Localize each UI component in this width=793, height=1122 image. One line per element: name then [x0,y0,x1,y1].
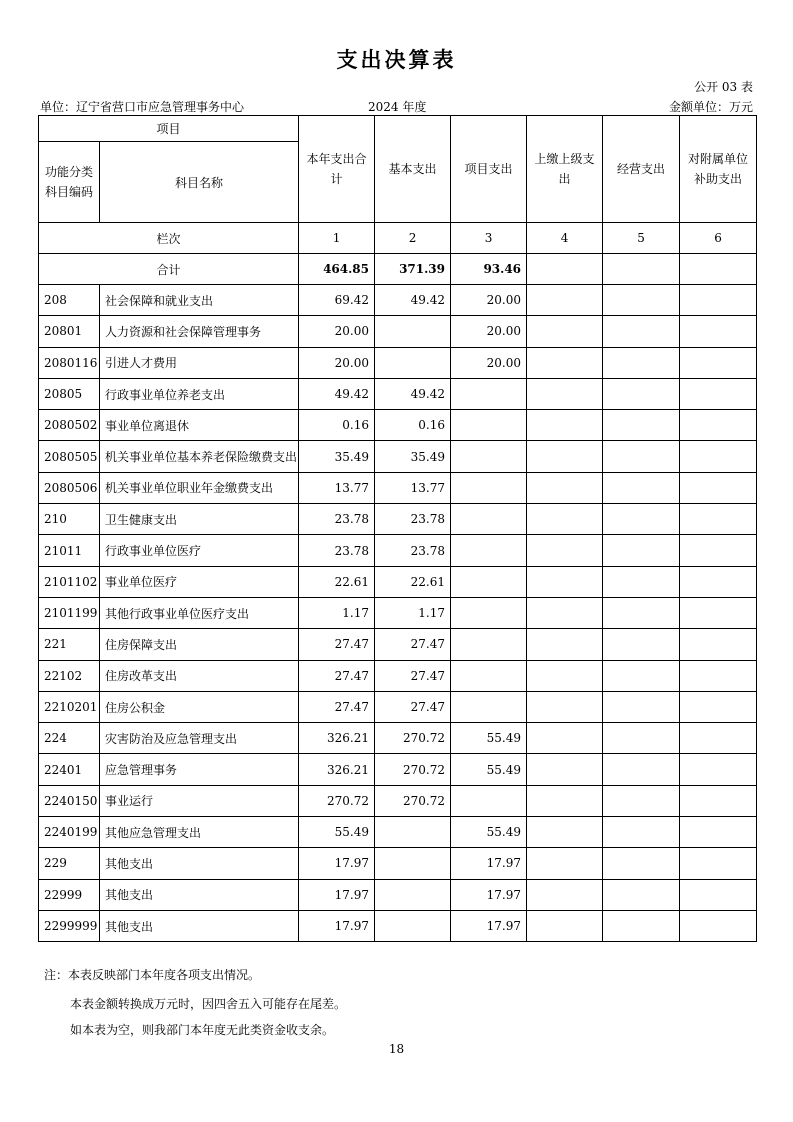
unit-label: 单位：辽宁省营口市应急管理事务中心 [40,100,245,114]
row-name: 其他支出 [100,910,299,941]
row-col1: 13.77 [299,472,375,503]
row-col5 [603,378,680,409]
row-col4 [527,691,603,722]
row-col6 [680,285,757,316]
row-col3: 17.97 [451,848,527,879]
row-name: 住房改革支出 [100,660,299,691]
total-label: 合计 [39,254,299,285]
row-col1: 23.78 [299,504,375,535]
total-col6 [680,254,757,285]
row-col3 [451,785,527,816]
row-col3 [451,378,527,409]
row-col4 [527,410,603,441]
row-code: 2080505 [39,441,100,472]
table-row [39,378,757,409]
row-col3 [451,566,527,597]
row-col5 [603,535,680,566]
row-col5 [603,410,680,441]
row-col1: 0.16 [299,410,375,441]
row-col3: 17.97 [451,910,527,941]
row-code: 21011 [39,535,100,566]
note-2: 本表金额转换成万元时，因四舍五入可能存在尾差。 [70,997,347,1011]
note-3: 如本表为空，则我部门本年度无此类资金收支余。 [70,1023,335,1037]
row-col4 [527,629,603,660]
row-col4 [527,472,603,503]
row-col2: 27.47 [375,691,451,722]
row-col1: 20.00 [299,316,375,347]
total-col5 [603,254,680,285]
col-index-2: 2 [375,223,451,254]
row-col5 [603,472,680,503]
row-col5 [603,316,680,347]
row-col5 [603,566,680,597]
row-col3 [451,410,527,441]
table-row [39,879,757,910]
table-row [39,691,757,722]
row-col5 [603,691,680,722]
row-col3 [451,472,527,503]
row-col2: 27.47 [375,660,451,691]
row-col4 [527,378,603,409]
header-col6: 对附属单位补助支出 [680,116,757,223]
table-row [39,817,757,848]
row-name: 行政事业单位医疗 [100,535,299,566]
row-col5 [603,817,680,848]
row-name: 其他应急管理支出 [100,817,299,848]
row-col1: 22.61 [299,566,375,597]
row-col4 [527,285,603,316]
row-col3: 20.00 [451,316,527,347]
row-name: 机关事业单位基本养老保险缴费支出 [100,441,299,472]
row-name: 应急管理事务 [100,754,299,785]
row-col6 [680,535,757,566]
row-col1: 27.47 [299,629,375,660]
table-row [39,660,757,691]
row-code: 2240150 [39,785,100,816]
col-index-6: 6 [680,223,757,254]
row-col4 [527,848,603,879]
row-col1: 17.97 [299,848,375,879]
amount-unit-label: 金额单位：万元 [668,100,753,114]
row-col2: 270.72 [375,723,451,754]
table-row [39,566,757,597]
row-col6 [680,848,757,879]
row-col1: 55.49 [299,817,375,848]
row-code: 22401 [39,754,100,785]
row-col4 [527,754,603,785]
row-col1: 270.72 [299,785,375,816]
row-col6 [680,691,757,722]
row-col5 [603,441,680,472]
row-col5 [603,723,680,754]
page-number: 18 [388,1042,405,1056]
row-col5 [603,785,680,816]
row-name: 人力资源和社会保障管理事务 [100,316,299,347]
row-col2: 23.78 [375,535,451,566]
row-name: 事业单位医疗 [100,566,299,597]
table-row [39,910,757,941]
table-row [39,535,757,566]
row-col2: 270.72 [375,754,451,785]
row-col3 [451,629,527,660]
row-col1: 17.97 [299,879,375,910]
row-col1: 23.78 [299,535,375,566]
row-name: 住房公积金 [100,691,299,722]
row-col6 [680,879,757,910]
row-code: 20801 [39,316,100,347]
row-col3: 17.97 [451,879,527,910]
row-name: 行政事业单位养老支出 [100,378,299,409]
row-code: 2299999 [39,910,100,941]
row-col5 [603,347,680,378]
row-col4 [527,910,603,941]
row-col6 [680,347,757,378]
table-row [39,441,757,472]
row-col6 [680,785,757,816]
row-col4 [527,504,603,535]
header-col5: 经营支出 [603,116,680,223]
row-col2 [375,879,451,910]
row-col5 [603,504,680,535]
row-col1: 49.42 [299,378,375,409]
row-col2: 49.42 [375,285,451,316]
total-col4 [527,254,603,285]
row-name: 事业单位离退休 [100,410,299,441]
row-code: 2080116 [39,347,100,378]
row-col2: 13.77 [375,472,451,503]
row-col5 [603,285,680,316]
row-col5 [603,848,680,879]
row-col1: 27.47 [299,691,375,722]
table-row [39,597,757,628]
row-col3: 55.49 [451,754,527,785]
row-code: 224 [39,723,100,754]
total-col1: 464.85 [299,254,375,285]
row-col3 [451,597,527,628]
row-col5 [603,754,680,785]
row-col1: 326.21 [299,723,375,754]
row-col2: 23.78 [375,504,451,535]
page-title: 支出决算表 [336,48,457,72]
row-col4 [527,566,603,597]
row-col4 [527,785,603,816]
row-col1: 326.21 [299,754,375,785]
table-row [39,723,757,754]
row-col4 [527,347,603,378]
row-code: 2101199 [39,597,100,628]
row-name: 社会保障和就业支出 [100,285,299,316]
row-code: 210 [39,504,100,535]
row-col6 [680,597,757,628]
row-col5 [603,660,680,691]
row-col2 [375,910,451,941]
row-col6 [680,472,757,503]
header-col2: 基本支出 [375,116,451,223]
row-col2: 1.17 [375,597,451,628]
row-col6 [680,316,757,347]
row-name: 引进人才费用 [100,347,299,378]
row-col4 [527,723,603,754]
row-col2: 49.42 [375,378,451,409]
row-col2: 27.47 [375,629,451,660]
header-subject-name: 科目名称 [100,142,299,223]
row-col1: 69.42 [299,285,375,316]
row-col1: 35.49 [299,441,375,472]
expenditure-table [38,115,757,942]
row-name: 住房保障支出 [100,629,299,660]
row-col3 [451,441,527,472]
row-code: 2240199 [39,817,100,848]
row-col1: 20.00 [299,347,375,378]
row-code: 2101102 [39,566,100,597]
table-row [39,754,757,785]
row-col6 [680,660,757,691]
row-col4 [527,879,603,910]
row-col6 [680,754,757,785]
row-col6 [680,566,757,597]
row-col3: 55.49 [451,723,527,754]
row-name: 灾害防治及应急管理支出 [100,723,299,754]
row-col3 [451,691,527,722]
row-col1: 1.17 [299,597,375,628]
total-col2: 371.39 [375,254,451,285]
table-row [39,848,757,879]
row-col6 [680,378,757,409]
row-col2 [375,316,451,347]
row-name: 其他支出 [100,879,299,910]
row-col4 [527,535,603,566]
row-col4 [527,597,603,628]
row-col6 [680,629,757,660]
table-row [39,316,757,347]
header-item: 项目 [39,116,299,142]
row-code: 229 [39,848,100,879]
table-row [39,629,757,660]
row-name: 其他行政事业单位医疗支出 [100,597,299,628]
row-col6 [680,441,757,472]
row-col2: 0.16 [375,410,451,441]
form-code: 公开 03 表 [694,80,753,94]
row-code: 20805 [39,378,100,409]
col-index-3: 3 [451,223,527,254]
row-name: 卫生健康支出 [100,504,299,535]
col-index-4: 4 [527,223,603,254]
row-col1: 17.97 [299,910,375,941]
table-row [39,285,757,316]
row-code: 2210201 [39,691,100,722]
row-col5 [603,629,680,660]
row-code: 2080506 [39,472,100,503]
row-code: 221 [39,629,100,660]
row-code: 22999 [39,879,100,910]
row-col4 [527,817,603,848]
table-row [39,785,757,816]
row-col5 [603,879,680,910]
row-col6 [680,410,757,441]
row-col2 [375,817,451,848]
row-col5 [603,597,680,628]
row-col4 [527,441,603,472]
row-name: 机关事业单位职业年金缴费支出 [100,472,299,503]
row-col3 [451,660,527,691]
header-col4: 上缴上级支出 [527,116,603,223]
total-row [39,254,757,285]
table-row [39,410,757,441]
row-col3: 55.49 [451,817,527,848]
row-name: 其他支出 [100,848,299,879]
row-col2 [375,347,451,378]
col-index-1: 1 [299,223,375,254]
row-col4 [527,660,603,691]
row-col6 [680,910,757,941]
row-col3: 20.00 [451,347,527,378]
row-code: 208 [39,285,100,316]
header-col1: 本年支出合计 [299,116,375,223]
row-col5 [603,910,680,941]
row-code: 22102 [39,660,100,691]
year-label: 2024 年度 [368,100,427,114]
row-col2: 270.72 [375,785,451,816]
row-col6 [680,723,757,754]
row-col2 [375,848,451,879]
row-col1: 27.47 [299,660,375,691]
row-col6 [680,504,757,535]
table-row [39,472,757,503]
row-code: 2080502 [39,410,100,441]
header-col3: 项目支出 [451,116,527,223]
row-col2: 35.49 [375,441,451,472]
col-index-5: 5 [603,223,680,254]
note-1: 注：本表反映部门本年度各项支出情况。 [44,968,261,982]
row-index-label: 栏次 [39,223,299,254]
row-col2: 22.61 [375,566,451,597]
row-name: 事业运行 [100,785,299,816]
table-row [39,347,757,378]
row-col4 [527,316,603,347]
row-col3: 20.00 [451,285,527,316]
total-col3: 93.46 [451,254,527,285]
row-col3 [451,504,527,535]
header-func-code: 功能分类科目编码 [39,142,100,223]
row-col3 [451,535,527,566]
row-col6 [680,817,757,848]
table-row [39,504,757,535]
